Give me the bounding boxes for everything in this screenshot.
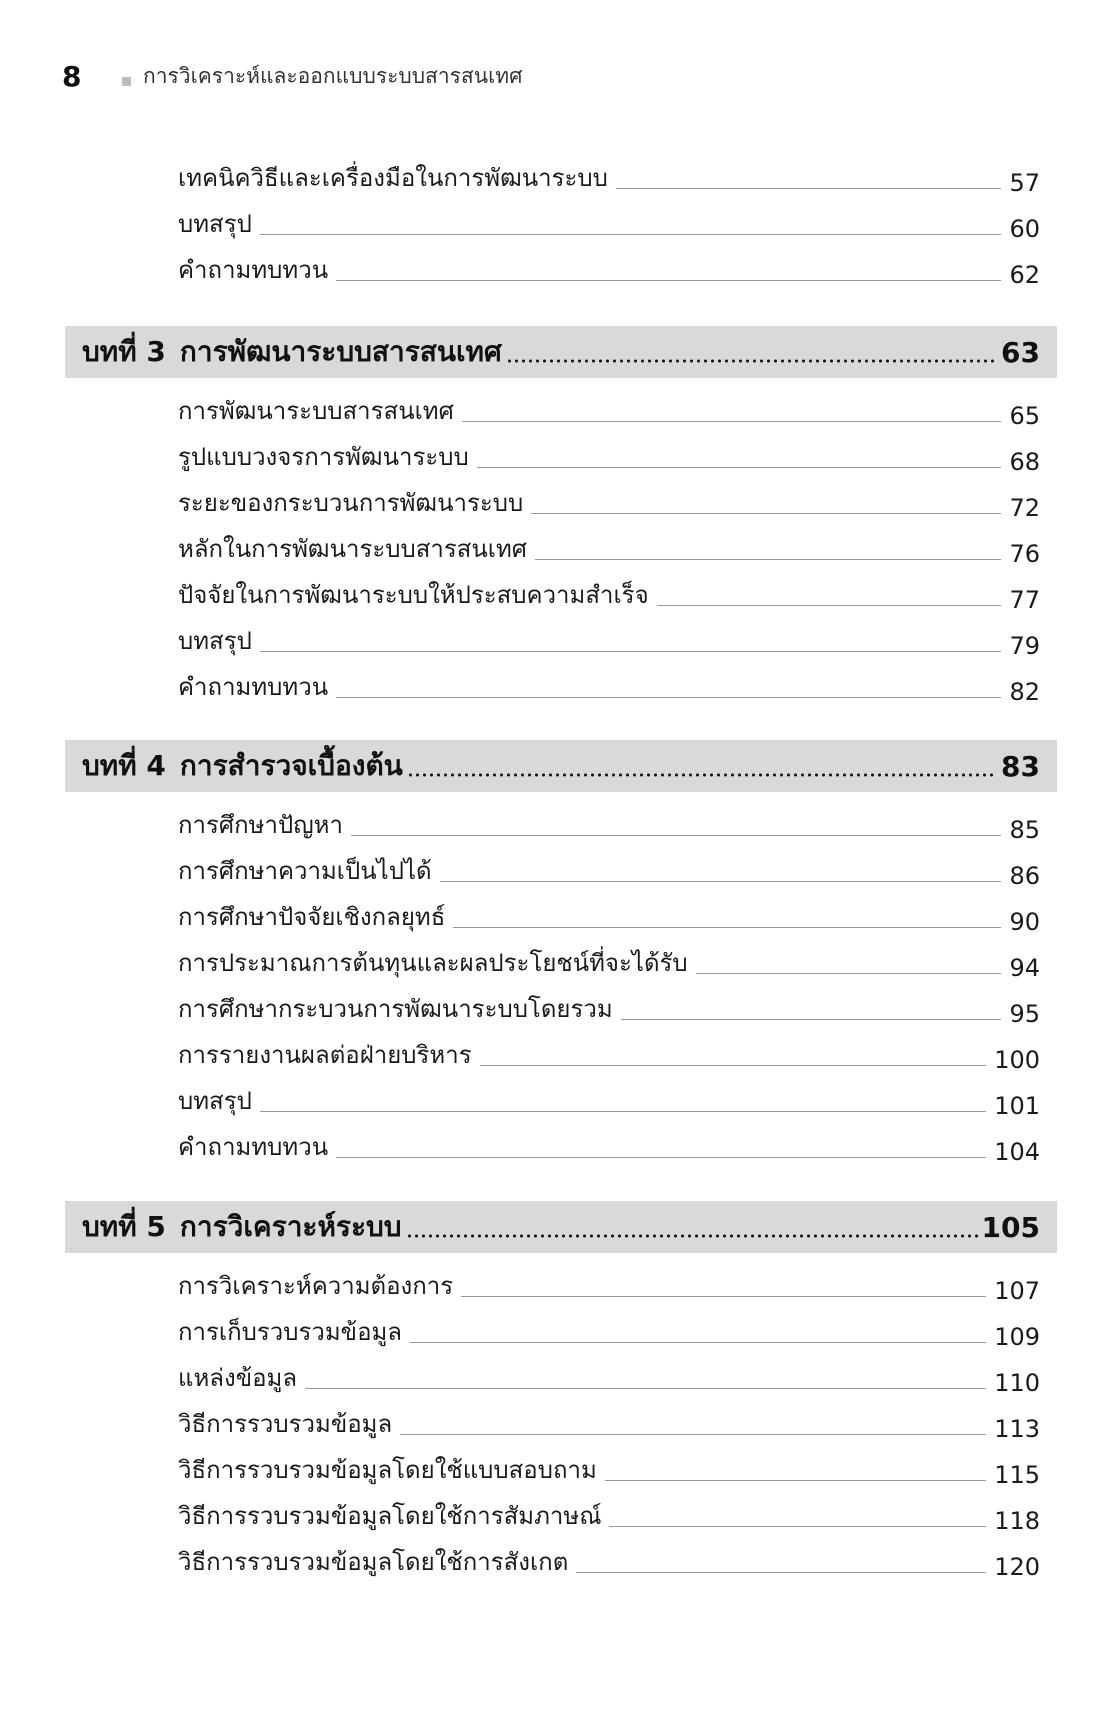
toc-entry-page: 120 [994,1553,1040,1581]
leader-line [461,1296,986,1297]
chapter-label: บทที่ 5 [82,1210,166,1243]
toc-entry[interactable] [178,249,1040,289]
toc-entry-page: 101 [994,1092,1040,1120]
dot-leader [506,359,997,363]
toc-entry[interactable] [178,1126,1040,1166]
toc-entry-page: 107 [994,1277,1040,1305]
leader-line [696,973,1002,974]
toc-entry[interactable] [178,988,1040,1028]
toc-entry-title: การศึกษาความเป็นไปได้ [178,857,432,885]
leader-line [621,1019,1002,1020]
toc-entry[interactable] [178,1034,1040,1074]
toc-entry-title: การรายงานผลต่อฝ่ายบริหาร [178,1041,472,1069]
leader-line [480,1065,987,1066]
toc-entry[interactable] [178,850,1040,890]
toc-entry-title: เทคนิควิธีและเครื่องมือในการพัฒนาระบบ [178,164,608,192]
toc-entry[interactable] [178,203,1040,243]
toc-entry[interactable] [178,1311,1040,1351]
toc-entry[interactable] [178,1403,1040,1443]
leader-line [410,1342,986,1343]
dot-leader [407,773,997,777]
chapter-page: 105 [981,1210,1040,1244]
toc-entry[interactable] [178,1541,1040,1581]
toc-entry[interactable] [178,1495,1040,1535]
leader-line [351,835,1002,836]
toc-entry-page: 77 [1009,586,1040,614]
leader-line [616,188,1002,189]
toc-entry-title: วิธีการรวบรวมข้อมูลโดยใช้การสัมภาษณ์ [178,1502,602,1530]
toc-entry-page: 104 [994,1138,1040,1166]
chapter-heading-5[interactable] [65,1201,1057,1253]
toc-entry-page: 118 [994,1507,1040,1535]
toc-entry-title: วิธีการรวบรวมข้อมูลโดยใช้แบบสอบถาม [178,1456,597,1484]
toc-entry-page: 76 [1009,540,1040,568]
toc-entry-page: 90 [1009,908,1040,936]
leader-line [305,1388,986,1389]
toc-entry[interactable] [178,942,1040,982]
page-header [62,56,522,96]
toc-entry-page: 94 [1009,954,1040,982]
leader-line [400,1434,986,1435]
toc-entry[interactable] [178,528,1040,568]
toc-entry-title: การเก็บรวบรวมข้อมูล [178,1318,403,1346]
toc-entry[interactable] [178,157,1040,197]
toc-entry-page: 65 [1009,402,1040,430]
chapter-title: การสำรวจเบื้องต้น [179,749,403,782]
toc-entry-page: 113 [994,1415,1040,1443]
toc-entry-title: บทสรุป [178,1087,252,1115]
toc-entry[interactable] [178,1357,1040,1397]
toc-entry-page: 62 [1009,261,1040,289]
toc-entry[interactable] [178,436,1040,476]
toc-entry-page: 68 [1009,448,1040,476]
chapter-label: บทที่ 4 [82,749,166,782]
toc-entry-title: วิธีการรวบรวมข้อมูลโดยใช้การสังเกต [178,1548,569,1576]
toc-entry-page: 57 [1009,169,1040,197]
toc-entry-page: 100 [994,1046,1040,1074]
toc-entry-title: การวิเคราะห์ความต้องการ [178,1272,454,1300]
leader-line [336,280,1001,281]
toc-entry[interactable] [178,482,1040,522]
leader-line [453,927,1001,928]
toc-entry[interactable] [178,666,1040,706]
leader-line [260,651,1002,652]
toc-entry-title: คำถามทบทวน [178,1133,329,1161]
toc-entry-title: การศึกษาปัญหา [178,811,343,839]
toc-entry[interactable] [178,896,1040,936]
toc-entry-title: รูปแบบวงจรการพัฒนาระบบ [178,443,469,471]
toc-entry[interactable] [178,1265,1040,1305]
toc-entry-title: ปัจจัยในการพัฒนาระบบให้ประสบความสำเร็จ [178,581,649,609]
leader-line [531,513,1001,514]
chapter-label: บทที่ 3 [82,335,166,368]
toc-entry-title: การศึกษากระบวนการพัฒนาระบบโดยรวม [178,995,613,1023]
toc-entry-page: 95 [1009,1000,1040,1028]
toc-entry-title: คำถามทบทวน [178,673,329,701]
book-title: การวิเคราะห์และออกแบบระบบสารสนเทศ [143,63,523,88]
leader-line [609,1526,986,1527]
leader-line [605,1480,986,1481]
leader-line [535,559,1001,560]
toc-entry-title: การพัฒนาระบบสารสนเทศ [178,397,454,425]
leader-line [477,467,1002,468]
toc-entry[interactable] [178,390,1040,430]
chapter-heading-3[interactable] [65,326,1057,378]
dot-leader [406,1234,978,1238]
toc-entry[interactable] [178,804,1040,844]
toc-entry-page: 79 [1009,632,1040,660]
toc-entry-title: แหล่งข้อมูล [178,1364,298,1392]
toc-entry[interactable] [178,1449,1040,1489]
toc-entry-title: หลักในการพัฒนาระบบสารสนเทศ [178,535,528,563]
toc-entry-page: 86 [1009,862,1040,890]
toc-entry-title: บทสรุป [178,210,252,238]
leader-line [260,234,1002,235]
toc-entry-page: 115 [994,1461,1040,1489]
toc-entry-page: 110 [994,1369,1040,1397]
chapter-title: การวิเคราะห์ระบบ [179,1210,402,1243]
toc-entry-title: การศึกษาปัจจัยเชิงกลยุทธ์ [178,903,446,931]
leader-line [462,421,1002,422]
leader-line [260,1111,986,1112]
toc-entry-title: ระยะของกระบวนการพัฒนาระบบ [178,489,524,517]
leader-line [657,605,1002,606]
chapter-title: การพัฒนาระบบสารสนเทศ [179,335,502,368]
leader-line [576,1572,986,1573]
toc-entry[interactable] [178,1080,1040,1120]
page-number: 8 [62,59,82,93]
toc-entry-page: 85 [1009,816,1040,844]
toc-entry-title: คำถามทบทวน [178,256,329,284]
leader-line [336,1157,986,1158]
toc-entry-title: วิธีการรวบรวมข้อมูล [178,1410,393,1438]
leader-line [336,697,1001,698]
toc-entry-page: 82 [1009,678,1040,706]
toc-entry-page: 72 [1009,494,1040,522]
toc-entry[interactable] [178,620,1040,660]
leader-line [440,881,1002,882]
chapter-heading-4[interactable] [65,740,1057,792]
chapter-page: 83 [1001,749,1040,783]
toc-entry-title: การประมาณการต้นทุนและผลประโยชน์ที่จะได้รับ [178,949,688,977]
chapter-page: 63 [1001,335,1040,369]
header-bullet-icon [122,77,131,86]
toc-entry-page: 60 [1009,215,1040,243]
toc-entry[interactable] [178,574,1040,614]
toc-entry-title: บทสรุป [178,627,252,655]
toc-entry-page: 109 [994,1323,1040,1351]
